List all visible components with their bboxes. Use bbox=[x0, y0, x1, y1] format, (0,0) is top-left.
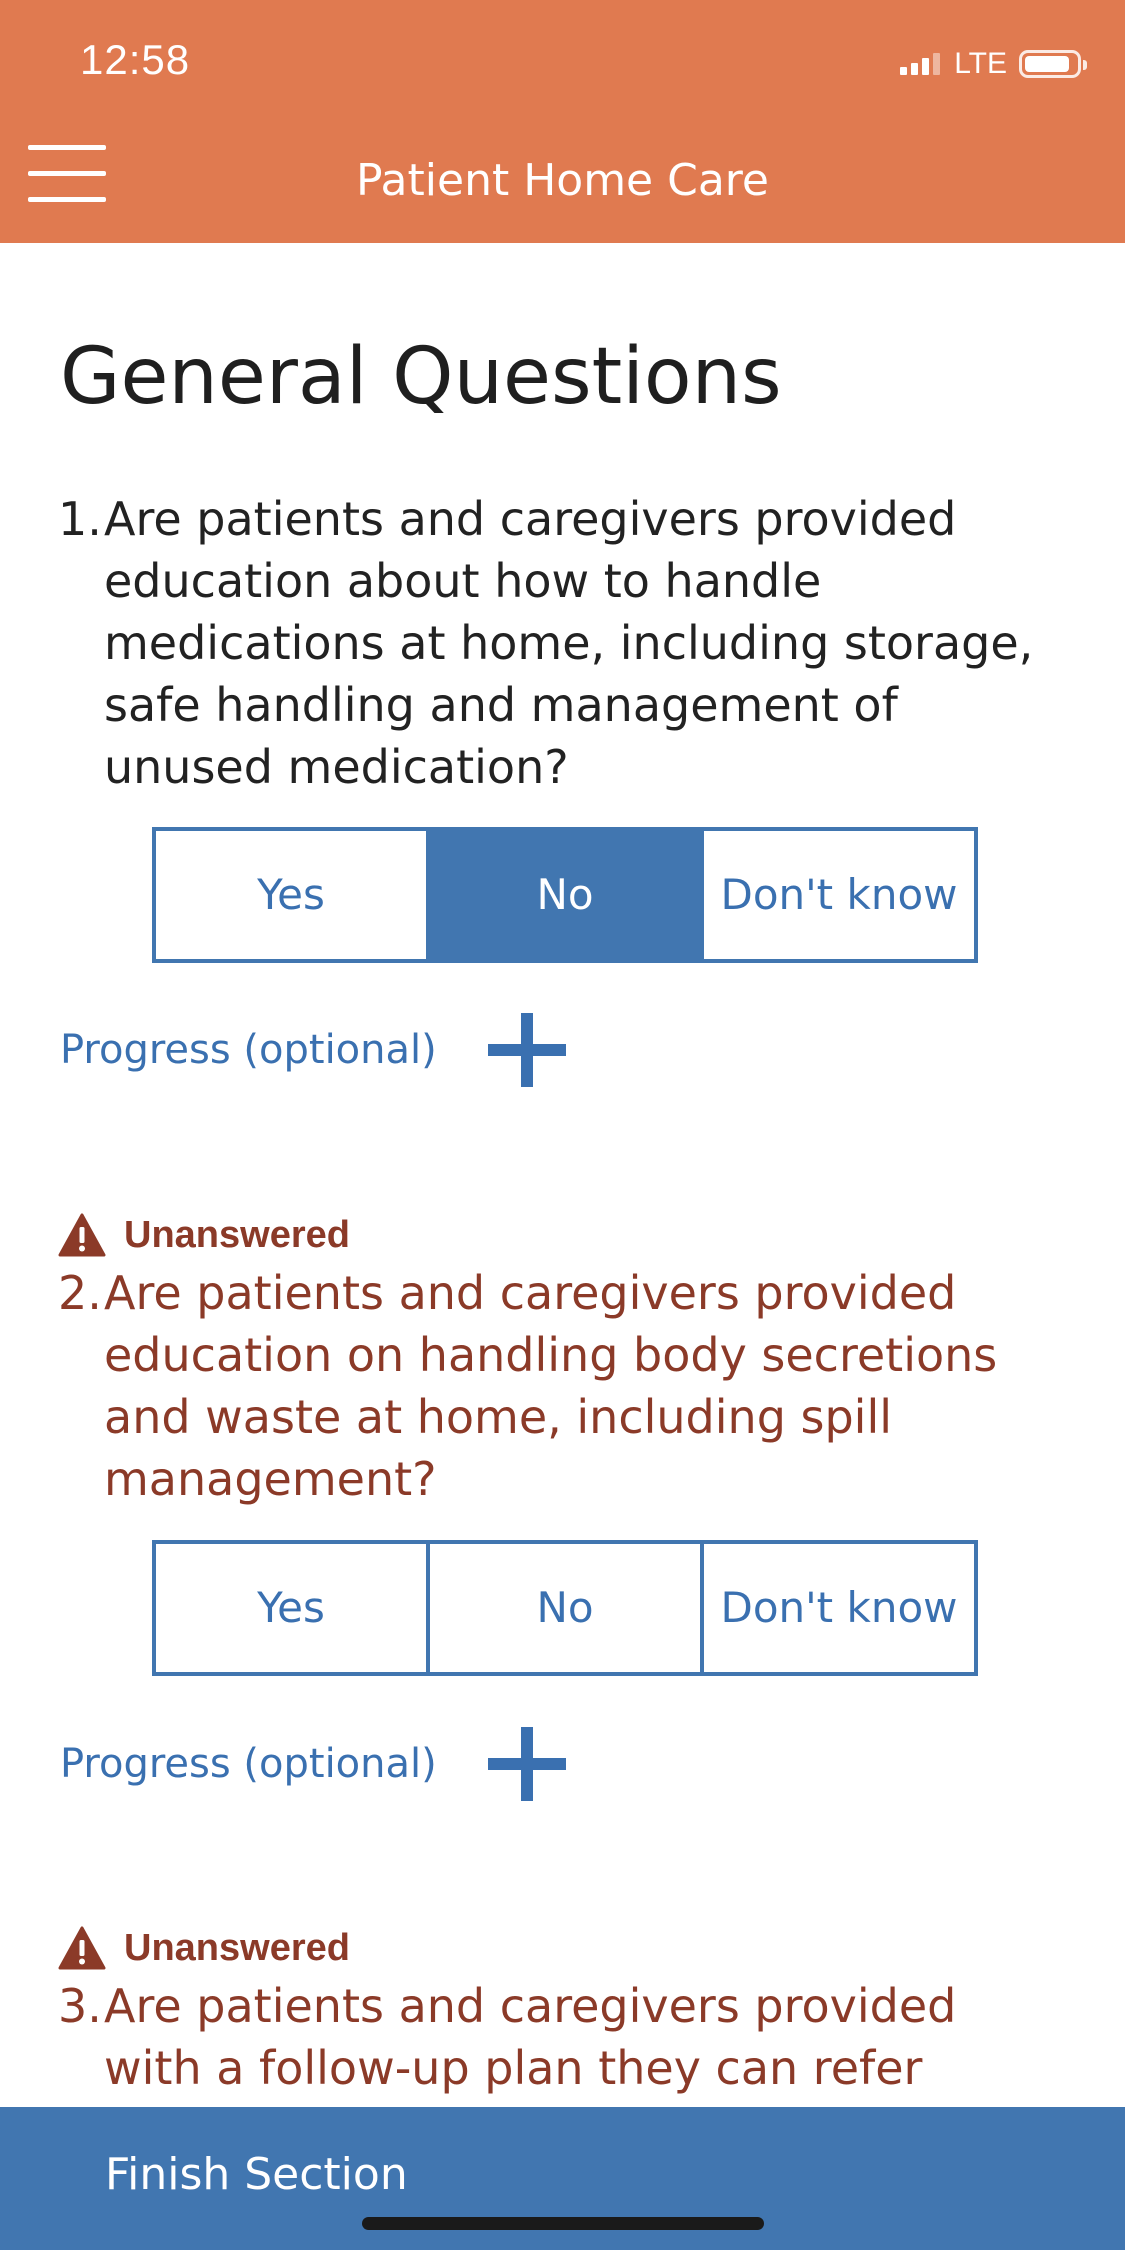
answer-yes-button[interactable]: Yes bbox=[156, 1544, 430, 1672]
unanswered-label: Unanswered bbox=[124, 1926, 350, 1969]
signal-icon bbox=[900, 53, 944, 75]
progress-row-1 bbox=[60, 1010, 566, 1090]
question-text bbox=[58, 1975, 1048, 2099]
question-number: 1. bbox=[58, 492, 102, 546]
home-indicator[interactable] bbox=[362, 2217, 764, 2230]
question-body: Are patients and caregivers provided education about how to handle medications at home, including storage, safe handling and management of unused medication? bbox=[104, 492, 1034, 794]
answer-group-1 bbox=[152, 827, 978, 963]
question-body: Are patients and caregivers provided with a follow-up plan they can refer bbox=[104, 1979, 957, 2095]
question-body: Are patients and caregivers provided education on handling body secretions and waste at home, including spill management? bbox=[104, 1266, 998, 1506]
answer-no-button[interactable]: No bbox=[430, 1544, 704, 1672]
footer-bar bbox=[0, 2107, 1125, 2250]
answer-no-button[interactable]: No bbox=[430, 831, 704, 959]
question-3 bbox=[58, 1923, 1048, 2099]
app-header bbox=[0, 0, 1125, 243]
finish-section-button[interactable]: Finish Section bbox=[105, 2149, 408, 2200]
unanswered-status bbox=[58, 1210, 1048, 1260]
unanswered-label: Unanswered bbox=[124, 1213, 350, 1256]
question-2 bbox=[58, 1210, 1048, 1510]
question-text bbox=[58, 1262, 1048, 1510]
add-progress-plus-icon[interactable] bbox=[488, 1013, 566, 1087]
question-1 bbox=[58, 488, 1048, 798]
question-number: 2. bbox=[58, 1266, 102, 1320]
warning-icon bbox=[58, 1213, 106, 1257]
answer-group-2 bbox=[152, 1540, 978, 1676]
progress-label: Progress (optional) bbox=[60, 1741, 437, 1787]
battery-icon bbox=[1019, 50, 1081, 78]
answer-yes-button[interactable]: Yes bbox=[156, 831, 430, 959]
status-icons bbox=[900, 46, 1081, 82]
network-label: LTE bbox=[954, 47, 1007, 80]
question-text bbox=[58, 488, 1048, 798]
progress-label: Progress (optional) bbox=[60, 1027, 437, 1073]
answer-dont-know-button[interactable]: Don't know bbox=[704, 1544, 974, 1672]
question-number: 3. bbox=[58, 1979, 102, 2033]
app-title: Patient Home Care bbox=[356, 155, 769, 206]
answer-dont-know-button[interactable]: Don't know bbox=[704, 831, 974, 959]
warning-icon bbox=[58, 1926, 106, 1970]
status-time: 12:58 bbox=[80, 36, 191, 83]
progress-row-2 bbox=[60, 1724, 566, 1804]
add-progress-plus-icon[interactable] bbox=[488, 1727, 566, 1801]
page-title: General Questions bbox=[60, 332, 782, 422]
unanswered-status bbox=[58, 1923, 1048, 1973]
